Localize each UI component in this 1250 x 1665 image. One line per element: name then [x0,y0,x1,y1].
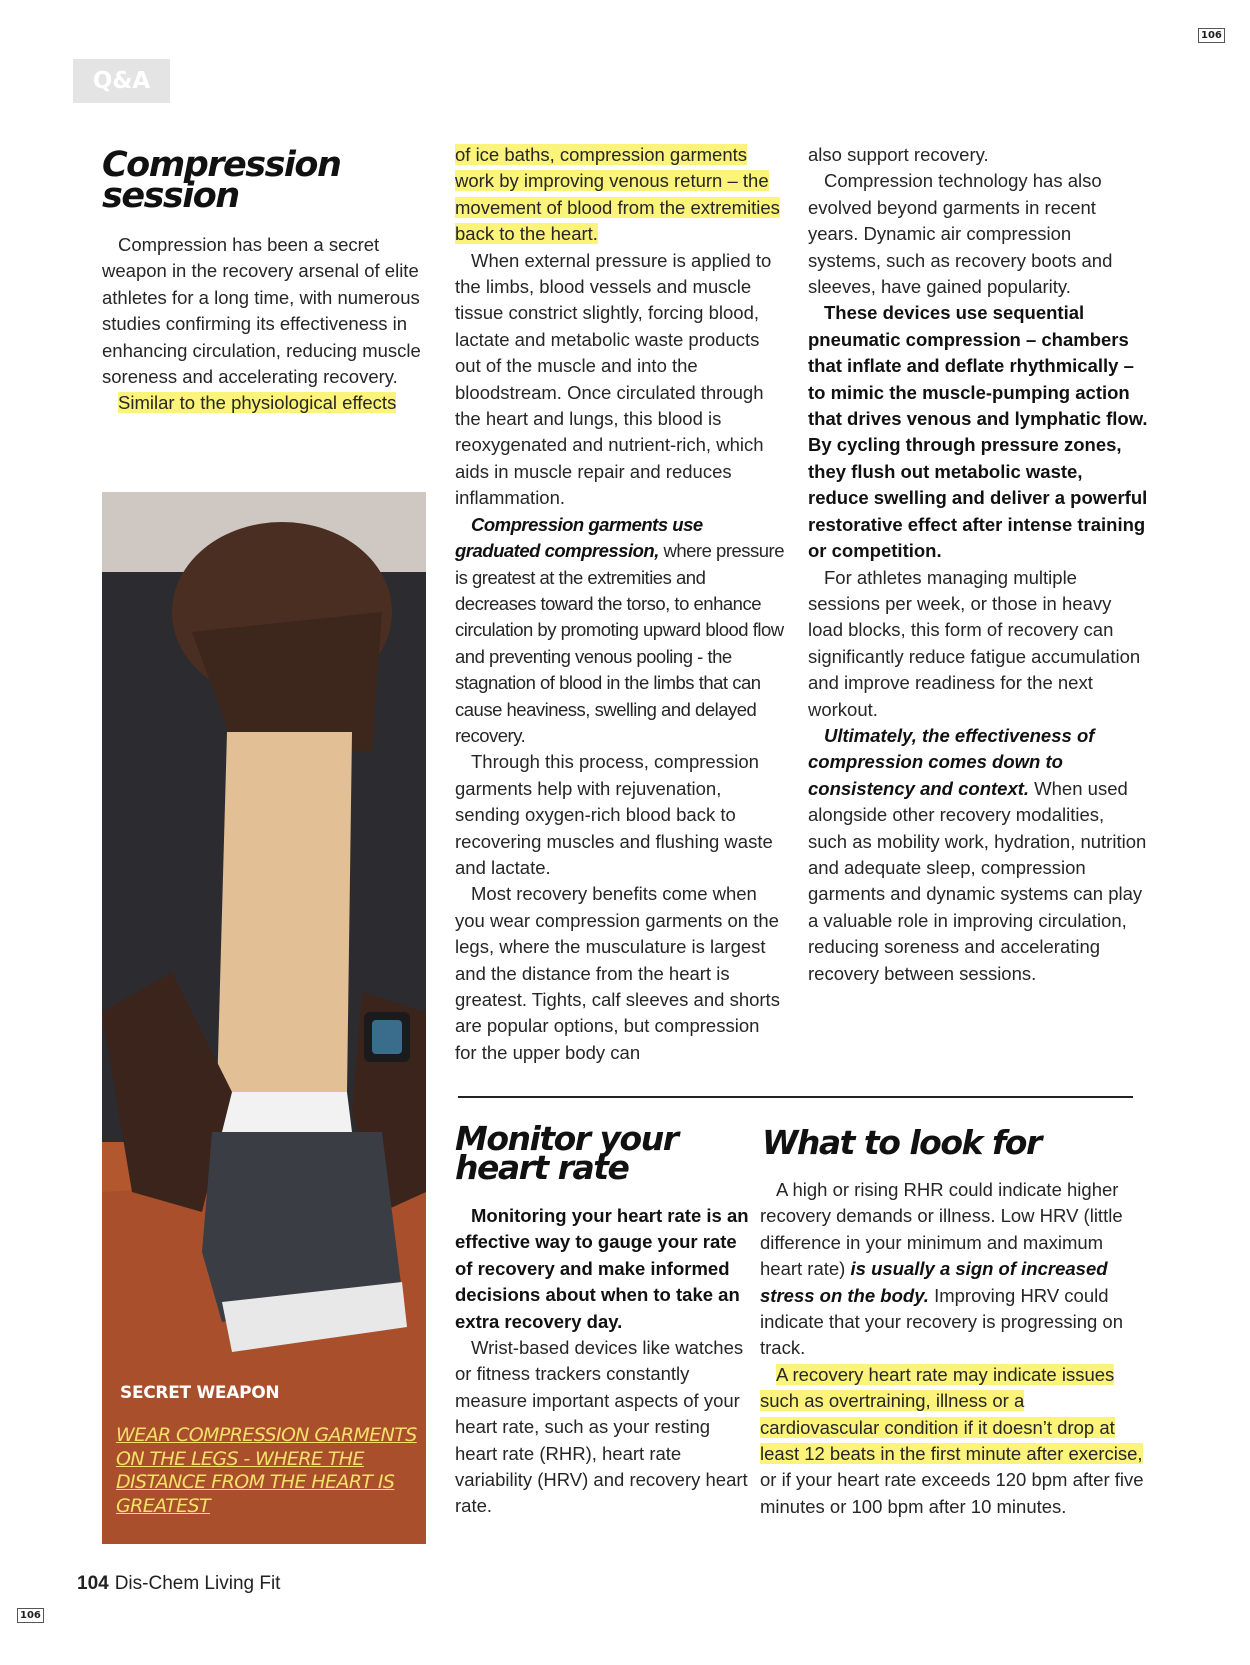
bold-lead: Ultimately, the effectiveness of compression comes down to consistency and context. [808,724,1095,799]
paragraph-technology: Compression technology has also evolved beyond garments in recent years. Dynamic air compression systems, such as recovery boots and sleeves, have gained popularity. [808,170,1113,298]
what-paragraph-1 [760,1177,1145,1362]
paragraph-text: When used alongside other recovery modalities, such as mobility work, hydration, nutrition and adequate sleep, compression garments and dynamic systems can play a valuable role in improving circulation, reducing soreness and accelerating recovery between sessions. [808,777,1147,984]
what-paragraph-2 [760,1362,1145,1520]
paragraph-pressure: When external pressure is applied to the limbs, blood vessels and muscle tissue constrict slightly, forcing blood, lactate and metabolic waste products out of the muscle and into the bloodstream. Once circulated through the heart and lungs, this blood is reoxygenated and nutrient-rich, which aids in muscle repair and reduces inflammation. [455,249,772,509]
paragraph-text: or if your heart rate exceeds 120 bpm after five minutes or 100 bpm after 10 minutes. [760,1469,1144,1517]
monitor-lead-paragraph: Monitoring your heart rate is an effective way to gauge your rate of recovery and make informed decisions about when to take an extra recovery day. [455,1205,749,1332]
highlight-text: Similar to the physiological effects [118,392,397,414]
intro-column [102,232,432,417]
paragraph-legs-cont: also support recovery. [808,144,989,165]
section-tag: Q&A [73,59,170,103]
photo-caption-body: WEAR COMPRESSION GARMENTS ON THE LEGS - WHERE THE DISTANCE FROM THE HEART IS GREATEST [116,1424,417,1517]
paragraph-rejuvenation: Through this process, compression garments help with rejuvenation, sending oxygen-rich blood back to recovering muscles and flushing waste and lactate. [455,751,773,878]
photo-caption-title: SECRET WEAPON [120,1383,280,1403]
page-marker-bottom: 106 [17,1608,44,1623]
monitor-column [455,1203,755,1520]
paragraph-athletes: For athletes managing multiple sessions per week, or those in heavy load blocks, this form of recovery can significantly reduce fatigue accumulation and improve readiness for the next workout. [808,566,1141,720]
intro-paragraph: Compression has been a secret weapon in the recovery arsenal of elite athletes for a long time, with numerous studies confirming its effectiveness in enhancing circulation, reducing muscle soreness and accelerating recovery. [102,234,421,388]
page-footer [77,1573,280,1595]
what-heading: What to look for [762,1123,1041,1162]
compression-heading: Compression session [102,145,341,216]
right-column [808,142,1148,987]
page-number: 104 [77,1573,109,1594]
paragraph-devices: These devices use sequential pneumatic compression – chambers that inflate and deflate rhythmically – to mimic the muscle-pumping action that drives venous and lymphatic flow. By cycling through pressure zones, they flush out metabolic waste, reduce swelling and deliver a powerful restorative effect after intense training or competition. [808,302,1148,562]
paragraph-text: Improving HRV could indicate that your recovery is progressing on track. [760,1284,1123,1359]
paragraph-graduated [455,512,785,750]
highlight-paragraph-cont [455,142,785,248]
bold-lead: Compression garments use graduated compression, [455,513,703,562]
highlight-text: A recovery heart rate may indicate issues such as overtraining, illness or a cardiovascular condition if it doesn’t drop at least 12 beats in the first minute after exercise, [760,1363,1143,1465]
paragraph-text: where pressure is greatest at the extremities and decreases toward the torso, to enhance circulation by promoting upward blood flow and preventing venous pooling - the stagnation of blood in the limbs that can cause heaviness, swelling and delayed recovery. [455,540,785,746]
what-column [760,1177,1145,1520]
middle-column [455,142,785,1066]
highlight-paragraph-start [102,390,432,416]
highlight-text: of ice baths, compression garments work by improving venous return – the movement of blood from the extremities back to the heart. [455,144,780,245]
paragraph-ultimately [808,723,1148,987]
publication-name: Dis-Chem Living Fit [114,1573,281,1594]
paragraph-legs: Most recovery benefits come when you wear compression garments on the legs, where the musculature is largest and the distance from the heart is greatest. Tights, calf sleeves and shorts are popular options, but compression for the upper body can [455,883,780,1063]
page-marker-top: 106 [1198,28,1225,43]
paragraph-text: A high or rising RHR could indicate higher recovery demands or illness. Low HRV (little difference in your minimum and maximum heart rate) [760,1179,1123,1280]
monitor-paragraph: Wrist-based devices like watches or fitness trackers constantly measure important aspects of your heart rate, such as your resting heart rate (RHR), heart rate variability (HRV) and recovery heart rate. [455,1337,748,1517]
monitor-heading: Monitor your heart rate [455,1119,678,1188]
bold-phrase: is usually a sign of increased stress on the body. [760,1258,1108,1306]
section-divider [458,1096,1133,1098]
